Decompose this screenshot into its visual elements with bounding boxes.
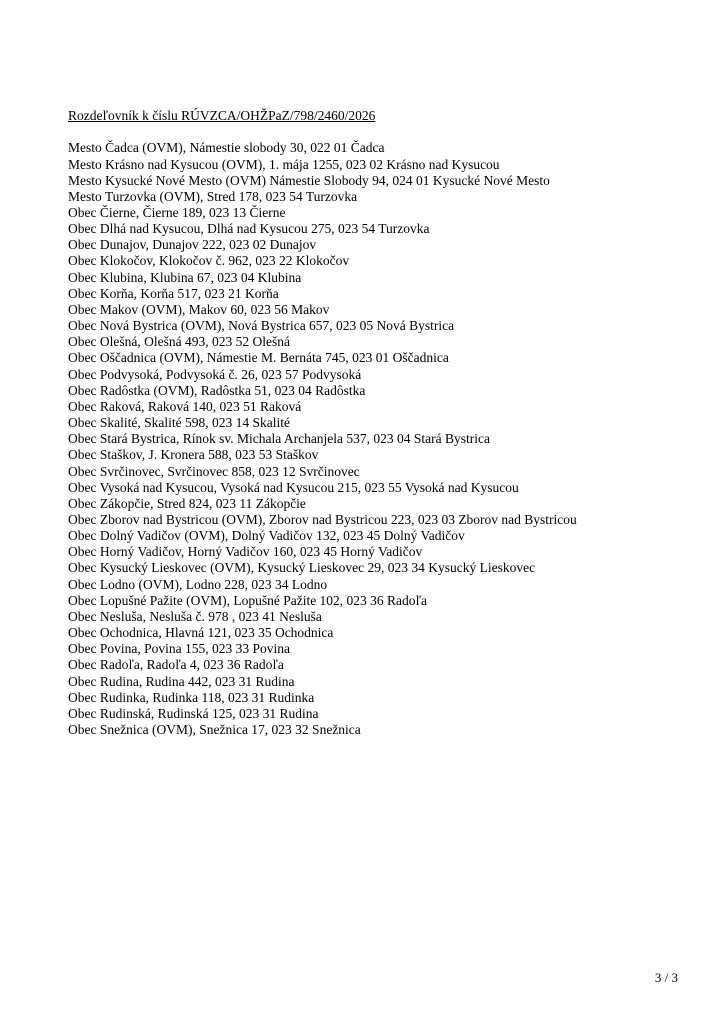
recipient-line: Obec Zákopčie, Stred 824, 023 11 Zákopčie <box>68 495 306 511</box>
recipient-line: Obec Dolný Vadičov (OVM), Dolný Vadičov 132, 023 45 Dolný Vadičov <box>68 528 465 544</box>
title-gap <box>68 124 684 140</box>
document-content <box>68 108 684 738</box>
recipient-line: Obec Povina, Povina 155, 023 33 Povina <box>68 641 290 657</box>
recipient-line: Obec Makov (OVM), Makov 60, 023 56 Makov <box>68 301 330 317</box>
recipient-line: Mesto Kysucké Nové Mesto (OVM) Námestie Slobody 94, 024 01 Kysucké Nové Mesto <box>68 172 550 188</box>
recipient-line: Obec Olešná, Olešná 493, 023 52 Olešná <box>68 334 290 350</box>
recipient-line: Obec Horný Vadičov, Horný Vadičov 160, 023 45 Horný Vadičov <box>68 544 423 560</box>
recipient-line: Obec Rudinská, Rudinská 125, 023 31 Rudina <box>68 705 319 721</box>
recipient-line: Obec Raková, Raková 140, 023 51 Raková <box>68 398 302 414</box>
recipient-line: Obec Stará Bystrica, Rínok sv. Michala Archanjela 537, 023 04 Stará Bystrica <box>68 431 491 447</box>
recipient-line: Obec Staškov, J. Kronera 588, 023 53 Staškov <box>68 447 319 463</box>
recipient-line: Obec Dunajov, Dunajov 222, 023 02 Dunajov <box>68 237 317 253</box>
recipient-line: Mesto Krásno nad Kysucou (OVM), 1. mája 1255, 023 02 Krásno nad Kysucou <box>68 156 500 172</box>
recipient-line: Obec Korňa, Korňa 517, 023 21 Korňa <box>68 285 279 301</box>
recipient-line: Mesto Turzovka (OVM), Stred 178, 023 54 Turzovka <box>68 188 358 204</box>
recipient-line: Obec Lopušné Pažite (OVM), Lopušné Pažite 102, 023 36 Radoľa <box>68 592 428 608</box>
recipient-line: Obec Kysucký Lieskovec (OVM), Kysucký Lieskovec 29, 023 34 Kysucký Lieskovec <box>68 560 536 576</box>
recipient-line: Obec Čierne, Čierne 189, 023 13 Čierne <box>68 205 286 221</box>
recipient-line: Obec Vysoká nad Kysucou, Vysoká nad Kysucou 215, 023 55 Vysoká nad Kysucou <box>68 479 519 495</box>
recipient-line: Obec Nová Bystrica (OVM), Nová Bystrica 657, 023 05 Nová Bystrica <box>68 318 455 334</box>
recipient-line: Obec Klubina, Klubina 67, 023 04 Klubina <box>68 269 302 285</box>
recipient-line: Obec Snežnica (OVM), Snežnica 17, 023 32 Snežnica <box>68 722 361 738</box>
recipients-list <box>68 140 684 738</box>
recipient-line: Obec Lodno (OVM), Lodno 228, 023 34 Lodno <box>68 576 328 592</box>
recipient-line: Obec Rudina, Rudina 442, 023 31 Rudina <box>68 673 295 689</box>
recipient-line: Obec Rudinka, Rudinka 118, 023 31 Rudinka <box>68 689 315 705</box>
recipient-line: Obec Zborov nad Bystricou (OVM), Zborov nad Bystricou 223, 023 03 Zborov nad Bystricou <box>68 511 577 527</box>
recipient-line: Obec Dlhá nad Kysucou, Dlhá nad Kysucou 275, 023 54 Turzovka <box>68 221 430 237</box>
recipient-line: Obec Nesluša, Nesluša č. 978 , 023 41 Nesluša <box>68 608 322 624</box>
recipient-line: Obec Oščadnica (OVM), Námestie M. Bernáta 745, 023 01 Oščadnica <box>68 350 449 366</box>
recipient-line: Obec Radoľa, Radoľa 4, 023 36 Radoľa <box>68 657 284 673</box>
recipient-line: Mesto Čadca (OVM), Námestie slobody 30, 022 01 Čadca <box>68 140 385 156</box>
page-number: 3 / 3 <box>654 970 678 985</box>
recipient-line: Obec Ochodnica, Hlavná 121, 023 35 Ochodnica <box>68 625 334 641</box>
recipient-line: Obec Podvysoká, Podvysoká č. 26, 023 57 Podvysoká <box>68 366 362 382</box>
recipient-line: Obec Skalité, Skalité 598, 023 14 Skalité <box>68 415 290 431</box>
document-title: Rozdeľovník k číslu RÚVZCA/OHŽPaZ/798/2460/2026 <box>68 108 376 123</box>
recipient-line: Obec Radôstka (OVM), Radôstka 51, 023 04 Radôstka <box>68 382 366 398</box>
recipient-line: Obec Klokočov, Klokočov č. 962, 023 22 Klokočov <box>68 253 350 269</box>
recipient-line: Obec Svrčinovec, Svrčinovec 858, 023 12 Svrčinovec <box>68 463 360 479</box>
